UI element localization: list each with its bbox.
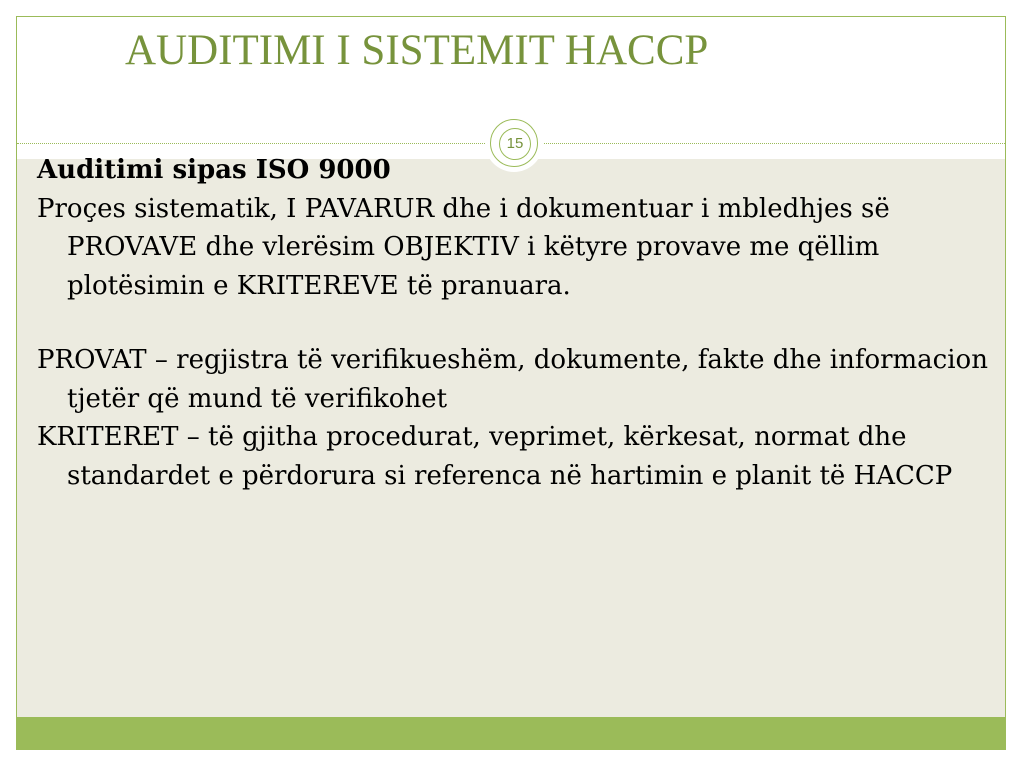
criteria-paragraph: KRITERET – të gjitha procedurat, veprimet, kërkesat, normat dhe standardet e përdorura si referenca në hartimin e planit të HACCP bbox=[37, 422, 953, 491]
section-heading: Auditimi sipas ISO 9000 bbox=[37, 155, 391, 185]
slide-title: AUDITIMI I SISTEMIT HACCP bbox=[125, 27, 709, 74]
evidence-paragraph: PROVAT – regjistra të verifikueshëm, dokumente, fakte dhe informacion tjetër që mund të verifikohet bbox=[37, 345, 988, 414]
page-number: 15 bbox=[499, 128, 531, 160]
slide-body bbox=[37, 151, 997, 495]
footer-bar bbox=[17, 717, 1005, 749]
slide-frame bbox=[16, 16, 1006, 750]
definition-paragraph: Proçes sistematik, I PAVARUR dhe i dokumentuar i mbledhjes së PROVAVE dhe vlerësim OBJEKTIV i këtyre provave me qëllim plotësimin e KRITEREVE të pranuara. bbox=[37, 193, 890, 301]
